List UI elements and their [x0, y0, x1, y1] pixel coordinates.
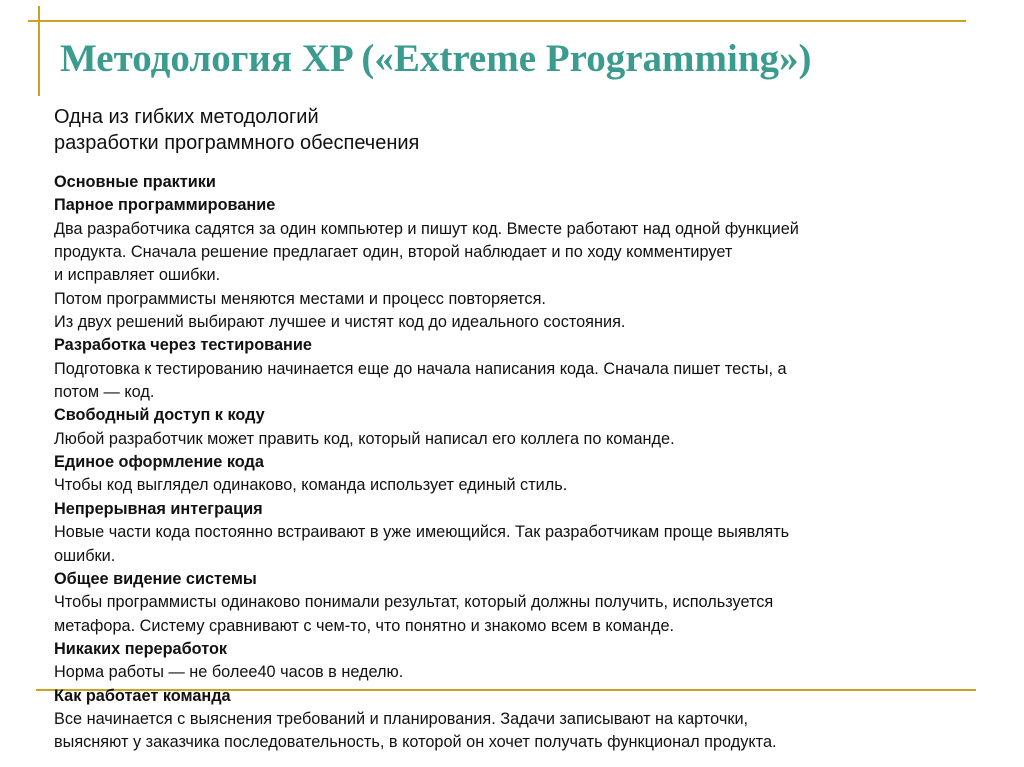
section-heading: Разработка через тестирование	[54, 336, 312, 355]
top-rule	[28, 20, 966, 22]
left-rule	[38, 6, 40, 96]
body-text-line: метафора. Систему сравнивают с чем-то, что понятно и знакомо всем в команде.	[54, 616, 675, 635]
section-heading: Основные практики	[54, 173, 216, 191]
body-text-line: Чтобы код выглядел одинаково, команда использует единый стиль.	[54, 476, 568, 495]
body-text-line: Два разработчика садятся за один компьютер и пишут код. Вместе работают над одной функцией	[54, 219, 799, 238]
body-text-line: Любой разработчик может править код, который написал его коллега по команде.	[54, 429, 675, 448]
subtitle-line: разработки программного обеспечения	[54, 132, 420, 154]
body-text-line: Чтобы программисты одинаково понимали результат, который должны получить, используется	[54, 593, 774, 612]
body-text-line: ошибки.	[54, 546, 116, 565]
section-heading: Парное программирование	[54, 196, 276, 215]
section-heading: Общее видение системы	[54, 569, 257, 588]
body-text-line: Все начинается с выяснения требований и планирования. Задачи записывают на карточки,	[54, 709, 749, 728]
slide-title: Методология XP («Extreme Programming»)	[60, 37, 812, 80]
subtitle-line: Одна из гибких методологий	[54, 106, 319, 128]
section-heading: Единое оформление кода	[54, 453, 264, 472]
section-heading: Непрерывная интеграция	[54, 499, 263, 518]
body-text-line: Новые части кода постоянно встраивают в уже имеющийся. Так разработчикам проще выявлять	[54, 523, 790, 542]
section-heading: Никаких переработок	[54, 639, 228, 658]
body-text-line: Подготовка к тестированию начинается еще до начала написания кода. Сначала пишет тесты, а	[54, 359, 787, 378]
section-heading: Как работает команда	[54, 686, 231, 705]
body-text-line: выясняют у заказчика последовательность, в которой он хочет получать функционал продукта.	[54, 733, 777, 752]
body-text-line: Из двух решений выбирают лучшее и чистят код до идеального состояния.	[54, 313, 626, 332]
body-text-line: и исправляет ошибки.	[54, 266, 221, 285]
slide-body	[54, 171, 1014, 755]
slide-subtitle	[54, 104, 954, 156]
body-text-line: Норма работы — не более40 часов в неделю.	[54, 663, 404, 682]
body-text-line: продукта. Сначала решение предлагает один, второй наблюдает и по ходу комментирует	[54, 243, 733, 262]
body-text-line: потом — код.	[54, 383, 155, 402]
section-heading: Свободный доступ к коду	[54, 406, 265, 425]
body-text-line: Потом программисты меняются местами и процесс повторяется.	[54, 289, 546, 308]
